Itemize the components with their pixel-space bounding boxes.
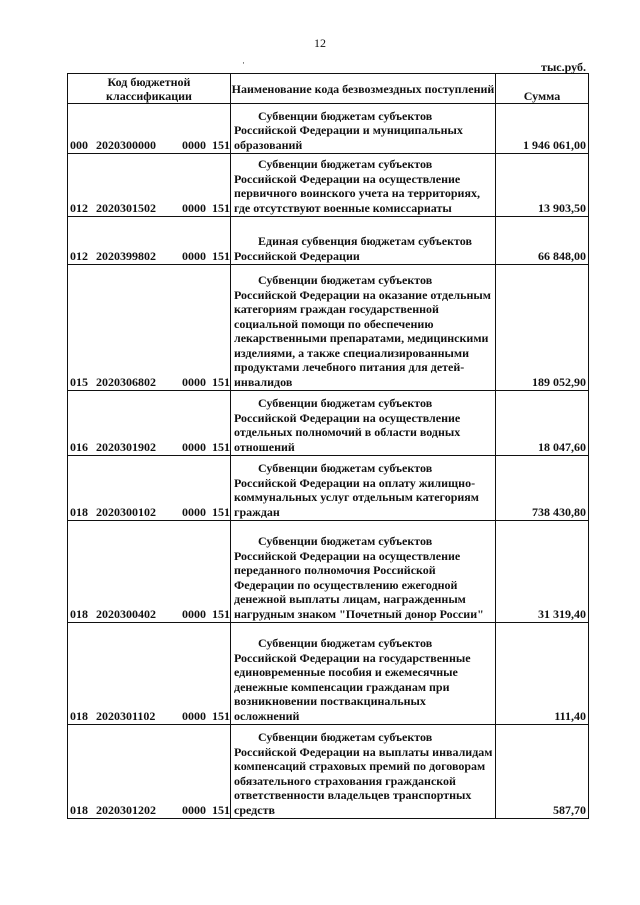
income-name-text: Субвенции бюджетам субъектов Российской Федерации на осуществление первичного воинского учета на территориях, где отсутствуют военные комиссариаты bbox=[234, 157, 480, 215]
income-code: 2020399802 bbox=[96, 248, 156, 263]
kosgu-code: 151 bbox=[212, 708, 230, 723]
page-number: 12 bbox=[314, 36, 326, 50]
table-row bbox=[68, 456, 589, 521]
table-row bbox=[68, 725, 589, 819]
program-code: 0000 bbox=[182, 708, 206, 723]
kosgu-code: 151 bbox=[212, 504, 230, 519]
income-code: 2020300402 bbox=[96, 606, 156, 621]
admin-code: 018 bbox=[70, 606, 88, 621]
income-name-text: Субвенции бюджетам субъектов Российской Федерации на осуществление переданного полномочия Российской Федерации по осуществлению ежегодной денежной выплаты лицам, награжденным нагрудным знаком "Почетный донор России" bbox=[234, 534, 484, 621]
income-name-cell bbox=[231, 154, 496, 217]
kosgu-code: 151 bbox=[212, 200, 230, 215]
income-name-cell bbox=[231, 217, 496, 265]
table-row bbox=[68, 104, 589, 154]
budget-code-cell bbox=[68, 265, 231, 391]
amount-cell: 111,40 bbox=[496, 623, 589, 725]
header-name: Наименование кода безвозмездных поступлений bbox=[231, 74, 496, 104]
program-code: 0000 bbox=[182, 248, 206, 263]
income-name-cell bbox=[231, 725, 496, 819]
program-code: 0000 bbox=[182, 802, 206, 817]
budget-code-cell bbox=[68, 456, 231, 521]
kosgu-code: 151 bbox=[212, 606, 230, 621]
admin-code: 015 bbox=[70, 374, 88, 389]
program-code: 0000 bbox=[182, 504, 206, 519]
amount-cell: 1 946 061,00 bbox=[496, 104, 589, 154]
income-name-text: Субвенции бюджетам субъектов Российской Федерации на выплаты инвалидам компенсаций страховых премий по договорам обязательного страхования гражданской ответственности владельцев транспортных средств bbox=[234, 730, 493, 817]
income-name-cell bbox=[231, 521, 496, 623]
income-name-cell bbox=[231, 456, 496, 521]
amount-cell: 189 052,90 bbox=[496, 265, 589, 391]
income-name-cell bbox=[231, 265, 496, 391]
income-name-cell bbox=[231, 104, 496, 154]
income-code: 2020306802 bbox=[96, 374, 156, 389]
income-code: 2020301902 bbox=[96, 439, 156, 454]
budget-code-cell bbox=[68, 104, 231, 154]
table-header-row bbox=[68, 74, 589, 104]
program-code: 0000 bbox=[182, 137, 206, 152]
budget-code-cell bbox=[68, 391, 231, 456]
header-sum: Сумма bbox=[496, 74, 589, 104]
table-row bbox=[68, 265, 589, 391]
kosgu-code: 151 bbox=[212, 137, 230, 152]
income-code: 2020301102 bbox=[96, 708, 156, 723]
admin-code: 018 bbox=[70, 504, 88, 519]
amount-cell: 31 319,40 bbox=[496, 521, 589, 623]
income-code: 2020300000 bbox=[96, 137, 156, 152]
budget-code-cell bbox=[68, 154, 231, 217]
admin-code: 012 bbox=[70, 200, 88, 215]
table-row bbox=[68, 154, 589, 217]
income-name-text: Субвенции бюджетам субъектов Российской Федерации на оплату жилищно-коммунальных услуг отдельным категориям граждан bbox=[234, 461, 479, 519]
budget-code-cell bbox=[68, 623, 231, 725]
kosgu-code: 151 bbox=[212, 802, 230, 817]
admin-code: 018 bbox=[70, 708, 88, 723]
program-code: 0000 bbox=[182, 439, 206, 454]
income-code: 2020301202 bbox=[96, 802, 156, 817]
income-name-text: Субвенции бюджетам субъектов Российской Федерации на оказание отдельным категориям граждан государственной социальной помощи по обеспечению лекарственными препаратами, медицинскими изделиями, а также специализированными продуктами лечебного питания для детей-инвалидов bbox=[234, 273, 491, 389]
amount-cell: 587,70 bbox=[496, 725, 589, 819]
program-code: 0000 bbox=[182, 374, 206, 389]
kosgu-code: 151 bbox=[212, 439, 230, 454]
budget-table bbox=[67, 73, 589, 819]
income-name-text: Субвенции бюджетам субъектов Российской Федерации на государственные единовременные пособия и ежемесячные денежные компенсации гражданам при возникновении поствакцинальных осложнений bbox=[234, 636, 471, 723]
table-row bbox=[68, 521, 589, 623]
table-row bbox=[68, 623, 589, 725]
budget-code-cell bbox=[68, 217, 231, 265]
admin-code: 018 bbox=[70, 802, 88, 817]
kosgu-code: 151 bbox=[212, 374, 230, 389]
income-name-cell bbox=[231, 391, 496, 456]
income-name-cell bbox=[231, 623, 496, 725]
income-code: 2020300102 bbox=[96, 504, 156, 519]
stray-mark: · bbox=[242, 58, 245, 68]
income-code: 2020301502 bbox=[96, 200, 156, 215]
income-name-text: Субвенции бюджетам субъектов Российской Федерации и муниципальных образований bbox=[234, 108, 463, 152]
income-name-text: Субвенции бюджетам субъектов Российской Федерации на осуществление отдельных полномочий в области водных отношений bbox=[234, 396, 461, 454]
amount-cell: 66 848,00 bbox=[496, 217, 589, 265]
amount-cell: 738 430,80 bbox=[496, 456, 589, 521]
admin-code: 016 bbox=[70, 439, 88, 454]
amount-cell: 18 047,60 bbox=[496, 391, 589, 456]
budget-code-cell bbox=[68, 725, 231, 819]
program-code: 0000 bbox=[182, 200, 206, 215]
table-body bbox=[68, 104, 589, 819]
table-row bbox=[68, 391, 589, 456]
income-name-text: Единая субвенция бюджетам субъектов Российской Федерации bbox=[234, 234, 472, 263]
table-row bbox=[68, 217, 589, 265]
units-label: тыс.руб. bbox=[541, 60, 586, 74]
admin-code: 012 bbox=[70, 248, 88, 263]
header-code: Код бюджетной классификации bbox=[68, 74, 231, 104]
amount-cell: 13 903,50 bbox=[496, 154, 589, 217]
program-code: 0000 bbox=[182, 606, 206, 621]
kosgu-code: 151 bbox=[212, 248, 230, 263]
admin-code: 000 bbox=[70, 137, 88, 152]
budget-code-cell bbox=[68, 521, 231, 623]
